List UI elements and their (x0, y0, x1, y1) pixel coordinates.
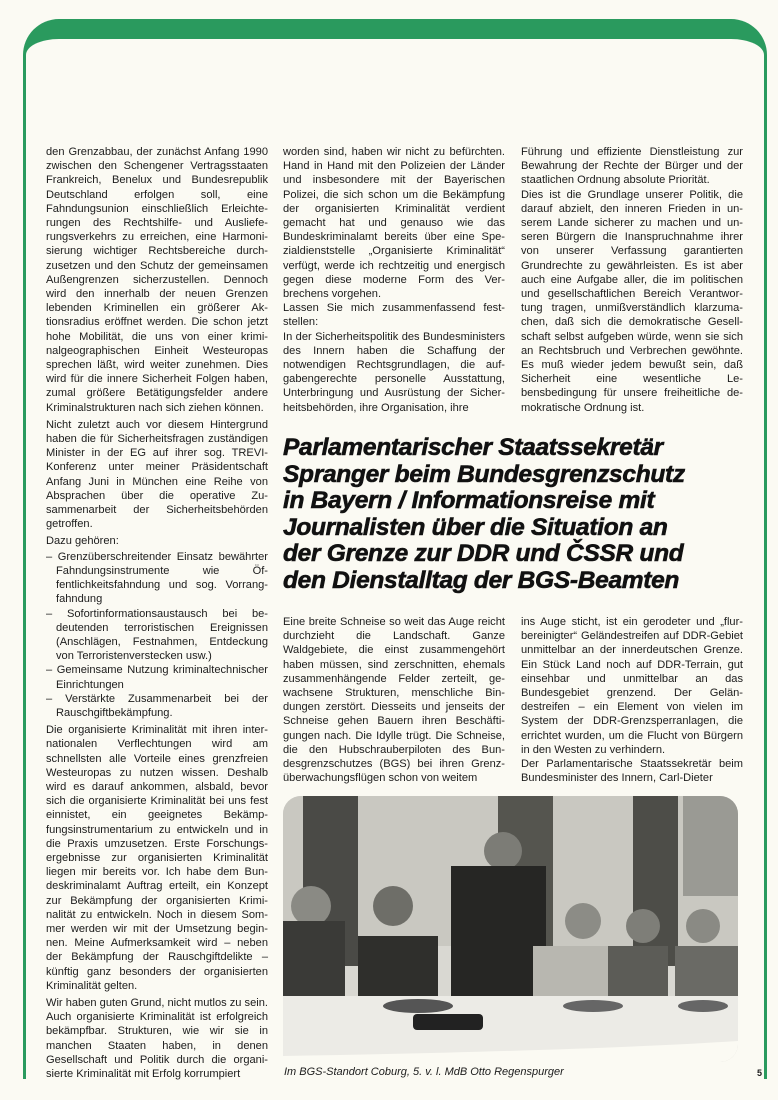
list-item: – Gemeinsame Nutzung kriminaltechnischer Einrichtungen (46, 663, 268, 691)
article-column-2 (283, 145, 505, 418)
paragraph: Dazu gehören: (46, 535, 119, 548)
paragraph: Nicht zuletzt auch vor diesem Hintergrund haben die für Sicherheitsfragen zuständigen Minister in der EG auf ihrer sog. TREVI-Konferenz unter meiner Präsidentschaft Anfang Juni in München eine Reihe von Absprachen über die operative Zusammenarbeit der Sicherheitsbehörden getroffen. (46, 418, 268, 531)
headline-line: den Dienstalltag der BGS-Beamten (283, 566, 680, 594)
headline-line: Spranger beim Bundesgrenzschutz (283, 460, 685, 488)
bullet-list (46, 550, 268, 720)
paragraph: ins Auge sticht, ist ein gerodeter und „flurbereinigter“ Geländestreifen auf DDR-Gebiet unmittelbar an der innerdeutschen Grenze. Ein Stück Land noch auf DDR-Terrain, gut einsehbar und unmittelbar an das Bundesgebiet grenzend. Der Geländestreifen – ein Element von vielen im System der DDR-Grenzsperranlagen, die errichtet wurden, um die Flucht von Bürgern in den Westen zu verhindern. (521, 616, 743, 756)
paragraph: Die organisierte Kriminalität mit ihren internationalen Verflechtungen wird am schnellsten alle Vorteile eines grenzfreien Westeuropas zu nutzen wissen. Deshalb wird es darauf ankommen, alsbald, bevor sich die organisierte Kriminalität bei uns fest einnistet, ein geeignetes Bekämpfungsinstrumentarium zu entwickeln und in die Praxis umzusetzen. Erste Forschungsergebnisse zur organisierten Kriminalität liegen mir bereits vor. Ich habe dem Bundeskriminalamt Auftrag erteilt, ein Konzept zur Bekämpfung der organisierten Kriminalität zu entwickeln. Noch in diesem Sommer werden wir mit der Umsetzung beginnen. Meine Aufmerksamkeit wird – neben der Bekämpfung der Rauschgiftdelikte – künftig ganz besonders der organisierten Kriminalität gelten. (46, 724, 268, 992)
paragraph: Wir haben guten Grund, nicht mutlos zu sein. Auch organisierte Kriminalität ist erfolgreich bekämpfbar. Strukturen, wie wir sie in manchen Staaten haben, in denen Gesellschaft und Politik durch die organisierte Kriminalität mit Erfolg korrumpiert (46, 996, 268, 1080)
photo-illustration (283, 796, 738, 1062)
paragraph: worden sind, haben wir nicht zu befürchten. Hand in Hand mit den Polizeien der Länder und insbesondere mit der Bayerischen Polizei, die sich schon um die Bekämpfung der organisierten Kriminalität verdient gemacht hat und genauso wie das Bundeskriminalamt bereits über eine Spezialdienststelle „Organisierte Kriminalität“ verfügt, werde ich rechtzeitig und energisch gegen diese moderne Form des Verbrechens vorgehen. (283, 146, 505, 301)
meeting-photo (283, 796, 738, 1062)
paragraph: Lassen Sie mich zusammenfassend feststellen: (283, 302, 505, 329)
report-column-2 (521, 615, 743, 788)
report-column-1 (283, 615, 505, 788)
headline-line: Journalisten über die Situation an (283, 513, 668, 541)
headline-line: in Bayern / Informationsreise mit (283, 487, 655, 514)
list-item: – Sofortinformationsaustausch bei bedeutenden terroristischen Ereignissen (Anschlägen, Festnahmen, Entdeckung von Terroristenverstecken usw.) (46, 607, 268, 664)
list-item: – Grenzüberschreitender Einsatz bewährter Fahndungsinstrumente wie Öffentlichkeitsfahndung und sog. Vorrangfahndung (46, 550, 268, 607)
paragraph: Dies ist die Grundlage unserer Politik, die darauf abzielt, den inneren Frieden in unserem Lande sicherer zu machen und unseren Bürgern die Inanspruchnahme ihrer von unserer Verfassung garantierten Grundrechte zu gewährleisten. Es ist aber auch eine Aufgabe aller, die im politischen und gesellschaftlichen Bereich Verantwortung tragen, unmißverständlich klarzumachen, daß sich die demokratische Gesellschaft selbst aufgeben würde, wenn sie sich an Rechtsbruch und Verbrechen gewöhnte. Es muß wieder jedem bewußt sein, daß Sicherheit eine wesentliche Lebensbedingung für unsere freiheitliche demokratische Ordnung ist. (521, 188, 743, 414)
headline-line: Parlamentarischer Staatssekretär (283, 434, 663, 461)
paragraph: Führung und effiziente Dienstleistung zur Bewahrung der Rechte der Bürger und der staatlichen Ordnung absolute Priorität. (521, 146, 743, 187)
paragraph: Der Parlamentarische Staatssekretär beim Bundesminister des Innern, Carl-Dieter (521, 758, 743, 785)
photo-caption: Im BGS-Standort Coburg, 5. v. l. MdB Otto Regenspurger (284, 1066, 564, 1078)
list-item: – Verstärkte Zusammenarbeit bei der Rauschgiftbekämpfung. (46, 692, 268, 720)
paragraph: Eine breite Schneise so weit das Auge reicht durchzieht die Landschaft. Ganze Waldgebiete, die einst zusammengehört haben müssen, sind zerschnitten, ehemals zusammenhängende Felder zerteilt, gewachsene Strukturen, menschliche Bindungen zerstört. Diesseits und jenseits der Schneise gehen Bauern ihren Beschäftigungen nach. Die Idylle trügt. Die Schneise, die den Hubschrauberpiloten des Bundesgrenzschutzes (BGS) bei ihren Grenzüberwachungsflügen schon von weitem (283, 616, 505, 785)
paragraph: den Grenzabbau, der zunächst Anfang 1990 zwischen den Schengener Vertragsstaaten Frankreich, Benelux und Bundesrepublik Deutschland erfolgen soll, eine Fahndungsunion einschließlich Erleichterungen des Rechtshilfe- und Auslieferungsverkehrs zu erreichen, eine Harmonisierung wichtiger Rechtsbereiche durchzusetzen und den Schutz der gemeinsamen Außengrenzen sicherzustellen. Dennoch wird den innerhalb der neuen Grenzen lebenden Kriminellen ein größerer Aktionsradius eröffnet werden. Die schon jetzt hohe Mobilität, die uns von einer kriminalgeographischen Einheit Westeuropas sprechen läßt, wird weiter zunehmen. Dies wird für die innere Sicherheit Folgen haben, zumal größere Betätigungsfelder andere Kriminalstrukturen nach sich ziehen können. (46, 146, 268, 414)
article-column-1 (46, 145, 268, 1084)
headline-line: der Grenze zur DDR und ČSSR und (283, 540, 684, 567)
report-headline (283, 435, 753, 594)
article-column-3 (521, 145, 743, 418)
page-number: 5 (757, 1068, 763, 1078)
paragraph: In der Sicherheitspolitik des Bundesministers des Innern haben die Schaffung der notwendigen Rechtsgrundlagen, die aufgabengerechte personelle Ausstattung, Unterbringung und Ausrüstung der Sicherheitsbehörden, ihre Organisation, ihre (283, 330, 505, 414)
